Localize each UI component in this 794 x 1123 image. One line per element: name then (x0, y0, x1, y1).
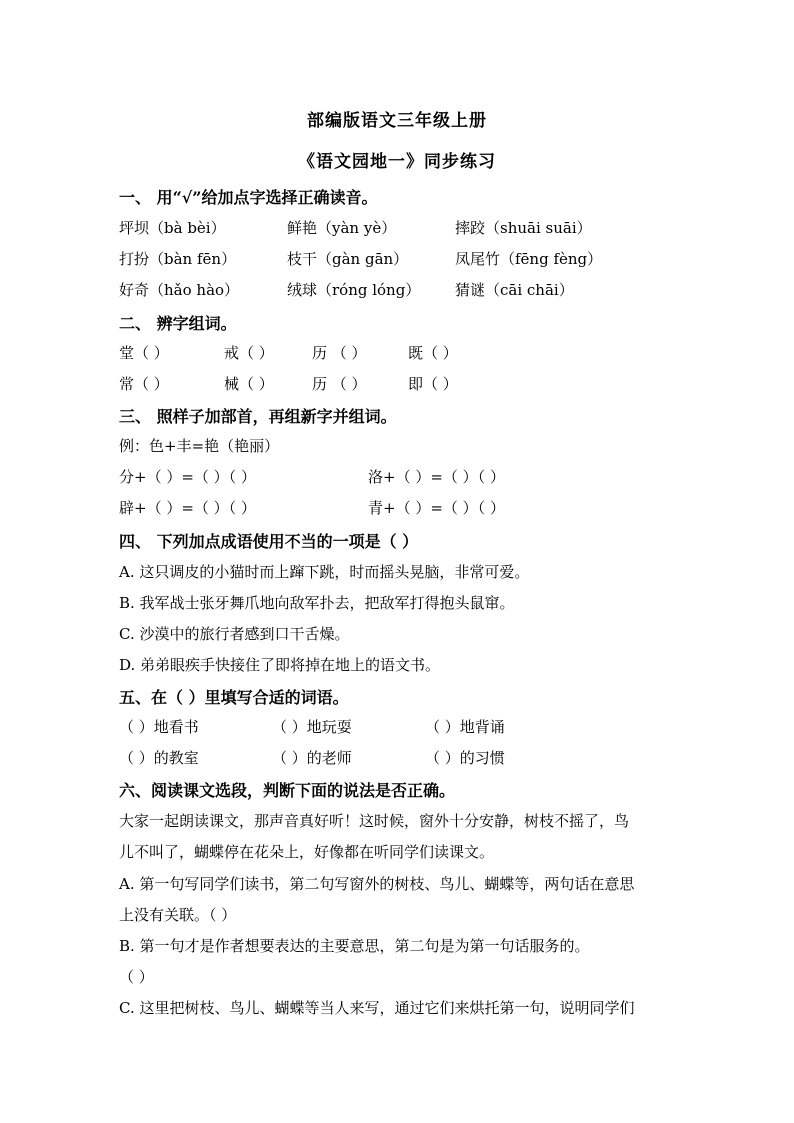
pinyin-item: 打扮（bàn fēn） (119, 250, 237, 268)
section-4-heading: 四、 下列加点成语使用不当的一项是（ ） (119, 532, 419, 551)
radical-blank[interactable]: 洛+（ ）=（ ）（ ） (368, 468, 505, 486)
page-subtitle: 《语文园地一》同步练习 (298, 152, 496, 172)
statement-b: B. 第一句才是作者想要表达的主要意思，第二句是为第一句话服务的。 (119, 937, 590, 955)
word-blank[interactable]: 械（ ） (224, 375, 274, 393)
radical-blank[interactable]: 分+（ ）=（ ）（ ） (119, 468, 256, 486)
word-blank[interactable]: 历 （ ） (312, 375, 367, 393)
statement-b-blank[interactable]: （ ） (119, 968, 154, 986)
word-blank[interactable]: 常（ ） (119, 375, 169, 393)
pinyin-item: 枝干（gàn gān） (287, 250, 409, 268)
section-5-heading: 五、在（ ）里填写合适的词语。 (119, 688, 349, 707)
passage-line: 大家一起朗读课文，那声音真好听！这时候，窗外十分安静，树枝不摇了，鸟 (119, 812, 630, 830)
option-c: C. 沙漠中的旅行者感到口干舌燥。 (119, 625, 350, 643)
page-title: 部编版语文三年级上册 (307, 111, 487, 131)
fill-blank[interactable]: （ ）地看书 (119, 718, 199, 736)
option-a: A. 这只调皮的小猫时而上蹿下跳，时而摇头晃脑，非常可爱。 (119, 563, 530, 581)
fill-blank[interactable]: （ ）地背诵 (425, 718, 505, 736)
section-2-heading: 二、 辨字组词。 (119, 314, 237, 333)
fill-blank[interactable]: （ ）地玩耍 (272, 718, 352, 736)
pinyin-item: 凤尾竹（fēng fèng） (455, 250, 603, 268)
section-1-heading: 一、 用“√”给加点字选择正确读音。 (119, 188, 378, 207)
fill-blank[interactable]: （ ）的老师 (272, 749, 352, 767)
option-d: D. 弟弟眼疾手快接住了即将掉在地上的语文书。 (119, 656, 441, 674)
option-b: B. 我军战士张牙舞爪地向敌军扑去，把敌军打得抱头鼠窜。 (119, 594, 515, 612)
statement-a: A. 第一句写同学们读书，第二句写窗外的树枝、鸟儿、蝴蝶等，两句话在意思 (119, 875, 635, 893)
example-line: 例：色+丰=艳（艳丽） (119, 437, 280, 455)
word-blank[interactable]: 既（ ） (408, 344, 458, 362)
pinyin-item: 绒球（róng lóng） (287, 281, 421, 299)
section-6-heading: 六、阅读课文选段，判断下面的说法是否正确。 (119, 781, 456, 800)
pinyin-item: 摔跤（shuāi suāi） (455, 219, 592, 237)
statement-a-cont[interactable]: 上没有关联。（ ） (119, 906, 237, 924)
pinyin-item: 猜谜（cāi chāi） (455, 281, 574, 299)
pinyin-item: 坪坝（bà bèi） (119, 219, 226, 237)
pinyin-item: 鲜艳（yàn yè） (287, 219, 397, 237)
fill-blank[interactable]: （ ）的习惯 (425, 749, 505, 767)
fill-blank[interactable]: （ ）的教室 (119, 749, 199, 767)
word-blank[interactable]: 堂（ ） (119, 344, 169, 362)
passage-line: 儿不叫了，蝴蝶停在花朵上，好像都在听同学们读课文。 (119, 843, 495, 861)
word-blank[interactable]: 历 （ ） (312, 344, 367, 362)
radical-blank[interactable]: 青+（ ）=（ ）（ ） (368, 499, 505, 517)
statement-c: C. 这里把树枝、鸟儿、蝴蝶等当人来写，通过它们来烘托第一句，说明同学们 (119, 999, 635, 1017)
word-blank[interactable]: 戒（ ） (224, 344, 274, 362)
radical-blank[interactable]: 辟+（ ）=（ ）（ ） (119, 499, 256, 517)
word-blank[interactable]: 即（ ） (408, 375, 458, 393)
section-3-heading: 三、 照样子加部首，再组新字并组词。 (119, 407, 397, 426)
pinyin-item: 好奇（hǎo hào） (119, 281, 240, 299)
